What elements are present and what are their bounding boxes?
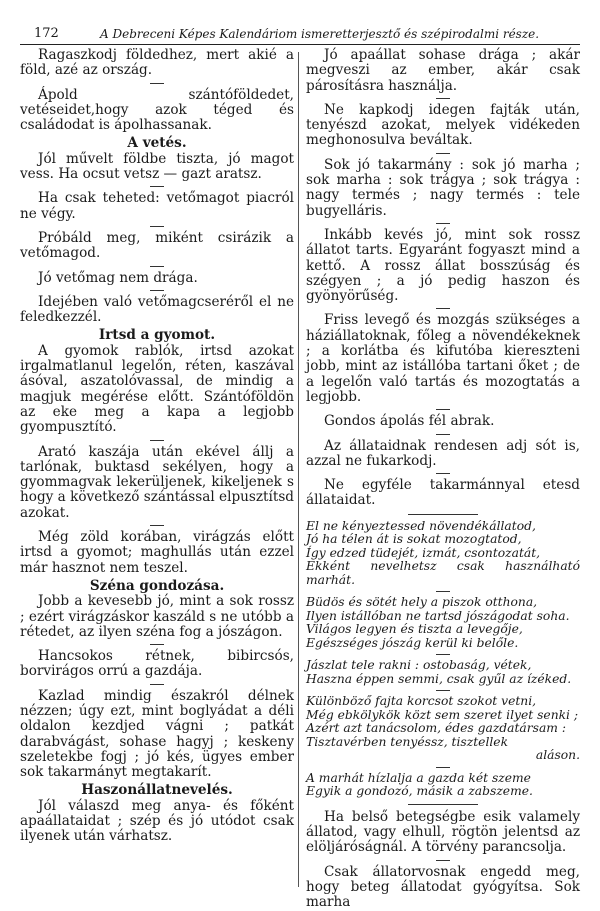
verse-line: Egészséges jószág kerül ki belőle. <box>306 635 519 650</box>
separator <box>408 514 478 515</box>
paragraph: Próbáld meg, miként csirázik a vetőmagod. <box>20 229 294 262</box>
separator <box>436 98 450 99</box>
verse-line: Világos legyen és tiszta a levegője, <box>306 622 523 637</box>
section-heading-gyom: Irtsd a gyomot. <box>98 327 216 344</box>
separator <box>150 644 164 645</box>
paragraph: Ragaszkodj földedhez, mert akié a föld, azé az ország. <box>20 47 294 79</box>
paragraph: Ha belső betegségbe esik valamely állatod, vagy elhull, rögtön jelentsd az elöljáróságnál. A törvény parancsolja. <box>306 808 580 856</box>
verse-line: Azért azt tanácsolom, édes gazdatársam : <box>306 721 566 736</box>
paragraph: Arató kaszája után ekével állj a tarlónak, buktasd sekélyen, hogy a gyommagvak lekerüljenek, kikeljenek s hogy a következő szántással elpusztítsd azokat. <box>20 443 294 521</box>
running-title: A Debreceni Képes Kalendáriom ismeretterjesztő és szépirodalmi része. <box>100 27 540 41</box>
paragraph: Ne egyféle takarmánnyal etesd állataidat. <box>306 477 580 509</box>
verse-line: Haszna éppen semmi, csak gyűl az ízéked. <box>306 671 572 686</box>
paragraph: Jobb a kevesebb jó, mint a sok rossz ; ezért virágzáskor kaszáld s ne utóbb a rétedet, az ilyen széna fog a jószágon. <box>20 593 294 640</box>
verse-line: A marhát hízlalja a gazda két szeme <box>306 770 531 785</box>
verse-line: Jászlat tele rakni : ostobaság, vétek, <box>306 658 532 673</box>
paragraph: Még zöld korában, virágzás előtt irtsd a gyomot; maghullás után ezzel már hasznot nem teszel. <box>20 529 294 576</box>
separator <box>408 804 478 805</box>
paragraph: A gyomok rablók, irtsd azokat irgalmatlanul legelőn, réten, kaszával ásóval, aszatolóvassal, de mindig a magjuk megérése előtt. Szántóföldön az eke meg a kapa a legjobb gyompusztító. <box>20 342 294 436</box>
verse-line: Büdös és sötét hely a piszok otthona, <box>306 595 538 610</box>
paragraph: Hancsokos rétnek, bibircsós, borvirágos orrú a gazdája. <box>20 648 294 680</box>
paragraph: Friss levegő és mozgás szükséges a háziállatoknak, főleg a növendékeknek ; a korlátba és kifutóba kiereszteni jobb, mint az istállóba tartani őket ; de a legelőn való tartás és mozogtatás a legjobb. <box>306 312 580 405</box>
verse-line: Különböző fajta korcsot szokot vetni, <box>306 694 537 709</box>
separator <box>436 860 450 861</box>
separator <box>150 290 164 291</box>
paragraph: Az állataidnak rendesen adj sót is, azzal ne fukarkodj. <box>306 437 580 469</box>
separator <box>436 690 450 691</box>
section-heading-vetes: A vetés. <box>127 135 187 152</box>
separator <box>436 473 450 474</box>
separator <box>436 308 450 309</box>
verse-line: Jó ha télen át is sokat mozogtatod, <box>306 532 522 547</box>
column-divider <box>298 52 299 887</box>
paragraph: Csak állatorvosnak engedd meg, hogy beteg állatodat gyógyítsa. Sok marha <box>306 863 580 911</box>
paragraph: Sok jó takarmány : sok jó marha ; sok marha : sok trágya ; sok trágya : nagy termés ; nagy termés : tele bugyelláris. <box>306 156 580 219</box>
right-column <box>306 48 580 911</box>
separator <box>436 409 450 410</box>
separator <box>150 186 164 187</box>
paragraph: Ha csak teheted: vetőmagot piacról ne végy. <box>20 190 294 222</box>
separator <box>150 684 164 685</box>
separator <box>436 153 450 154</box>
page-number: 172 <box>34 26 59 41</box>
verse-line: Így edzed tüdejét, izmát, csontozatát, <box>306 545 541 560</box>
verse-line: Egyik a gondozó, másik a zabszeme. <box>306 784 533 799</box>
separator <box>436 654 450 655</box>
paragraph: Ne kapkodj idegen fajták után, tenyészd azokat, melyek vidékeden meghonosulva beváltak. <box>306 101 580 149</box>
verse-line-continuation: aláson. <box>535 748 580 763</box>
separator <box>150 83 164 84</box>
separator <box>150 440 164 441</box>
verse-line: Tisztavérben tenyéssz, tisztellek <box>306 734 509 749</box>
section-heading-haszon: Haszonállatnevelés. <box>81 782 233 799</box>
paragraph: Jól válaszd meg anya- és főként apaállataidat ; szép és jó utódot csak ilyenek után várhatsz. <box>20 797 294 845</box>
paragraph: Inkább kevés jó, mint sok rossz állatot tarts. Egyaránt fogyaszt mind a kettő. A rossz állat bosszúság és szégyen ; a jó pedig haszon és gyönyörűség. <box>306 226 580 305</box>
separator <box>150 226 164 227</box>
paragraph: Jó apaállat sohase drága ; akár megveszi az ember, akár csak párosításra használja. <box>306 47 580 94</box>
paragraph: Kazlad mindig északról délnek nézzen; úgy ezt, mint boglyádat a déli oldalon kezdjed vágni ; patkát darabvágást, sohase hagyj ; keskeny szeletekbe fogj ; jó kés, ügyes ember sok takarmányt megtakarít. <box>20 687 294 781</box>
paragraph: Jól művelt földbe tiszta, jó magot vess. Ha ocsut vetsz — gazt aratsz. <box>20 150 294 183</box>
separator <box>150 266 164 267</box>
separator <box>436 434 450 435</box>
separator <box>436 223 450 224</box>
paragraph: Ápold szántóföldedet, vetéseidet,hogy azok téged és családodat is ápolhassanak. <box>20 86 294 134</box>
verse-line: Ilyen istállóban ne tartsd jószágodat soha. <box>306 608 570 623</box>
separator <box>150 525 164 526</box>
verse-line: El ne kényeztessed növendékállatod, <box>306 518 536 533</box>
verse-line: Még ebkölykök közt sem szeret ilyet senki ; <box>306 707 579 722</box>
paragraph: Gondos ápolás fél abrak. <box>324 413 495 430</box>
left-column <box>20 48 294 845</box>
separator <box>436 591 450 592</box>
running-header <box>20 24 580 45</box>
section-heading-szena: Széna gondozása. <box>89 577 225 594</box>
paragraph: Jó vetőmag nem drága. <box>38 269 198 286</box>
paragraph: Idejében való vetőmagcseréről el ne feledkezzél. <box>20 293 294 326</box>
separator <box>436 767 450 768</box>
verse-line: Ekként nevelhetsz csak használható marhát. <box>306 559 580 587</box>
